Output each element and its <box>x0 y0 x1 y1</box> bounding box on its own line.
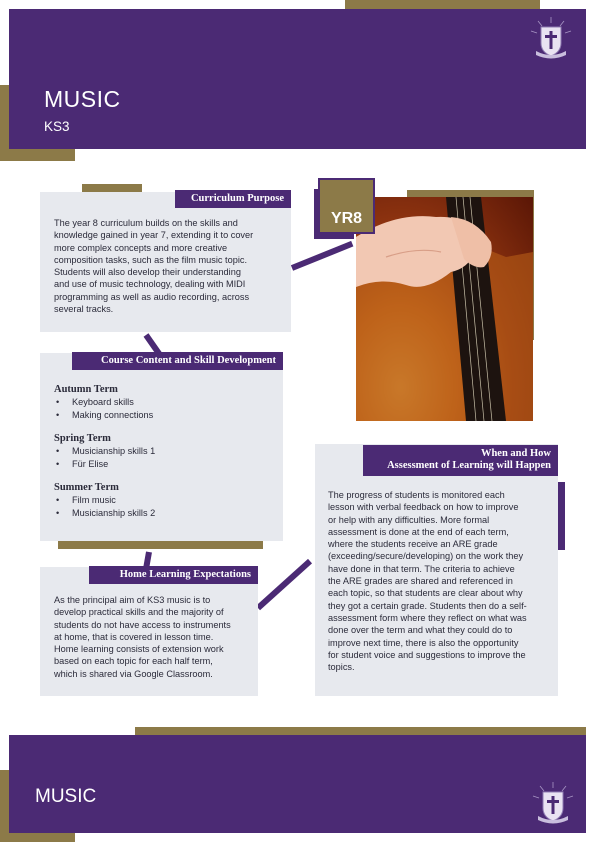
list-item: • Musicianship skills 1 <box>54 445 274 458</box>
header-banner <box>9 9 586 149</box>
list-item: • Keyboard skills <box>54 396 274 409</box>
connector-purpose-to-badge <box>291 241 354 271</box>
list-item: • Making connections <box>54 409 274 422</box>
term-list <box>54 494 274 520</box>
term-heading: Spring Term <box>54 433 111 444</box>
term-heading: Autumn Term <box>54 384 118 395</box>
connector-homework-to-assessment <box>256 559 312 610</box>
school-crest-icon <box>530 780 576 826</box>
footer-banner <box>9 735 586 833</box>
year-badge <box>318 178 375 234</box>
page-title: MUSIC <box>44 86 121 112</box>
assessment-text: The progress of students is monitored each lesson with verbal feedback on how to improve or help with any difficulties. More formal assessment is done at the end of each term, where the students receive an ARE grade (exceeding/secure/developing) on the work they have done in that term. The criteria to achieve the ARE grades are shared and referenced in each topic, so that students are clear about why they got a certain grade. Students then do a self- assessment form where they reflect on what was done over the term and what they could do to improve next time, there is also the opportunity for student voice and suggestions to improve the topics. <box>328 490 527 673</box>
school-crest-icon <box>528 15 574 61</box>
violin-photo <box>356 197 533 421</box>
term-heading: Summer Term <box>54 482 119 493</box>
list-item: • Musicianship skills 2 <box>54 507 274 520</box>
term-list <box>54 396 274 422</box>
home-learning-text: As the principal aim of KS3 music is to develop practical skills and the majority of students do not have access to instruments at home, that is covered in lesson time. Home learning consists of extension work based on each topic for each half term, which is shared via Google Classroom. <box>54 595 231 679</box>
course-content-terms <box>54 383 274 520</box>
home-learning-heading: Home Learning Expectations <box>89 566 258 584</box>
footer-gold-accent-top <box>135 727 586 735</box>
term-list <box>54 445 274 471</box>
course-content-heading: Course Content and Skill Development <box>72 352 283 370</box>
curriculum-purpose-heading: Curriculum Purpose <box>175 190 291 208</box>
header-gold-accent-top <box>345 0 540 9</box>
list-item: • Film music <box>54 494 274 507</box>
content-gold-accent <box>58 541 263 549</box>
page-subtitle: KS3 <box>44 119 70 134</box>
purpose-gold-accent <box>82 184 142 192</box>
year-badge-label: YR8 <box>330 210 363 227</box>
footer-title: MUSIC <box>35 786 97 807</box>
assessment-heading: When and How Assessment of Learning will Happen <box>363 445 558 476</box>
list-item: • Für Elise <box>54 458 274 471</box>
curriculum-purpose-text: The year 8 curriculum builds on the skills and knowledge gained in year 7, extending it to cover more complex concepts and more creative composition tasks, such as the film music topic. Students will also develop their understanding and use of music technology, dealing with MIDI programming as well as audio recording, across several tracks. <box>54 218 254 315</box>
